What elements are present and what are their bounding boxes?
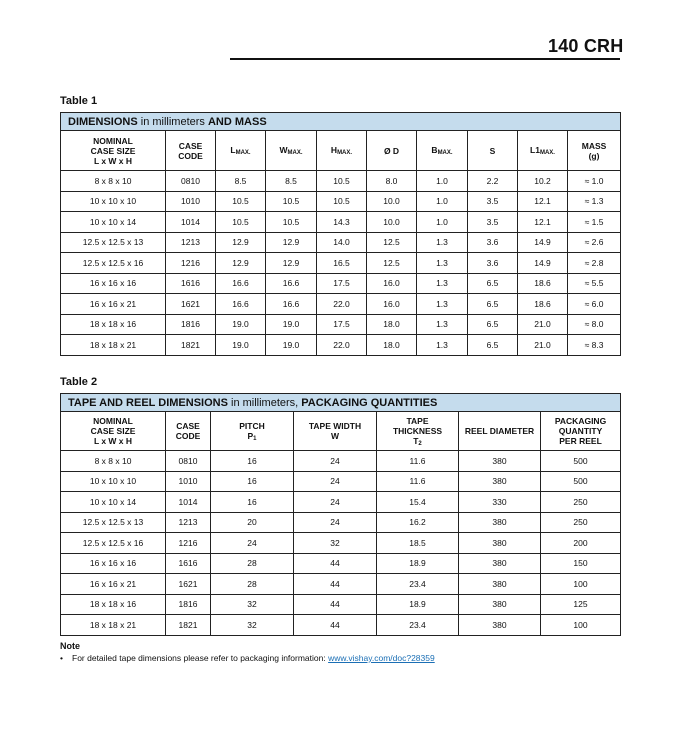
- table-cell: 1616: [166, 553, 211, 574]
- table-cell: 32: [211, 594, 294, 615]
- table-cell: ≈ 1.5: [568, 212, 621, 233]
- table-cell: 16.6: [216, 273, 266, 294]
- table-cell: 10.5: [266, 191, 317, 212]
- dimensions-table: [60, 112, 621, 356]
- table1-caption: DIMENSIONS in millimeters AND MASS: [61, 113, 621, 131]
- note-title: Note: [60, 641, 80, 651]
- table-cell: 16.6: [216, 294, 266, 315]
- table-cell: 1816: [166, 594, 211, 615]
- table-cell: 32: [211, 615, 294, 636]
- table-cell: 11.6: [377, 471, 459, 492]
- table-cell: 12.5 x 12.5 x 13: [61, 512, 166, 533]
- table-cell: 8 x 8 x 10: [61, 451, 166, 472]
- table-cell: 22.0: [317, 335, 367, 356]
- table-cell: 16 x 16 x 21: [61, 294, 166, 315]
- table-cell: 21.0: [518, 335, 568, 356]
- table-cell: 250: [541, 492, 621, 513]
- table-cell: 12.5 x 12.5 x 16: [61, 533, 166, 554]
- table-cell: 24: [294, 512, 377, 533]
- table-cell: 1621: [166, 574, 211, 595]
- table-cell: 18.6: [518, 273, 568, 294]
- note-body: For detailed tape dimensions please refer to packaging information:: [72, 653, 329, 663]
- table-cell: 500: [541, 471, 621, 492]
- table-cell: ≈ 6.0: [568, 294, 621, 315]
- table-cell: 18.9: [377, 594, 459, 615]
- table-cell: 380: [459, 553, 541, 574]
- table-cell: 14.0: [317, 232, 367, 253]
- table1-label: Table 1: [60, 95, 98, 107]
- table-cell: 18.6: [518, 294, 568, 315]
- table-cell: 10.0: [367, 212, 417, 233]
- table-cell: 10.5: [317, 191, 367, 212]
- table-row: [61, 451, 621, 472]
- table-cell: 12.5: [367, 232, 417, 253]
- table-cell: 1.3: [417, 273, 468, 294]
- table-cell: 380: [459, 615, 541, 636]
- table-cell: 28: [211, 574, 294, 595]
- table-cell: 12.1: [518, 212, 568, 233]
- table-cell: ≈ 2.6: [568, 232, 621, 253]
- table-cell: 24: [294, 451, 377, 472]
- table-cell: 24: [294, 471, 377, 492]
- table-cell: 1616: [166, 273, 216, 294]
- table-cell: 1821: [166, 335, 216, 356]
- table-cell: 24: [211, 533, 294, 554]
- table-cell: 200: [541, 533, 621, 554]
- table-cell: 3.6: [468, 253, 518, 274]
- header-s: S: [468, 131, 518, 171]
- table-cell: 100: [541, 615, 621, 636]
- table-cell: 6.5: [468, 294, 518, 315]
- header-nominal-case-size: NOMINAL CASE SIZE L x W x H: [61, 412, 166, 451]
- header-b-max: $B_{MAX.}$: [417, 131, 468, 171]
- table-cell: 44: [294, 553, 377, 574]
- bullet-icon: •: [60, 653, 63, 663]
- table-cell: 10.5: [266, 212, 317, 233]
- table-cell: 16.0: [367, 294, 417, 315]
- table-cell: 19.0: [216, 335, 266, 356]
- table-cell: 18 x 18 x 21: [61, 615, 166, 636]
- table-cell: 1821: [166, 615, 211, 636]
- table2-caption: TAPE AND REEL DIMENSIONS in millimeters, PACKAGING QUANTITIES: [61, 394, 621, 412]
- table-cell: 1014: [166, 212, 216, 233]
- table-cell: 2.2: [468, 171, 518, 192]
- table-cell: 18.9: [377, 553, 459, 574]
- table-cell: 10 x 10 x 10: [61, 471, 166, 492]
- table-row: [61, 512, 621, 533]
- header-reel-diameter: REEL DIAMETER: [459, 412, 541, 451]
- table-cell: 330: [459, 492, 541, 513]
- table-cell: 380: [459, 533, 541, 554]
- table-cell: 10 x 10 x 14: [61, 492, 166, 513]
- table-cell: 16: [211, 451, 294, 472]
- table-cell: 16: [211, 492, 294, 513]
- table-cell: ≈ 1.0: [568, 171, 621, 192]
- header-pitch: PITCH $P_1$: [211, 412, 294, 451]
- table-row: [61, 615, 621, 636]
- table-cell: 23.4: [377, 615, 459, 636]
- table-cell: 1216: [166, 533, 211, 554]
- table-cell: 16 x 16 x 16: [61, 273, 166, 294]
- table-cell: 1816: [166, 314, 216, 335]
- table-cell: 500: [541, 451, 621, 472]
- table-cell: 150: [541, 553, 621, 574]
- header-w-max: $W_{MAX.}$: [266, 131, 317, 171]
- table-row: [61, 594, 621, 615]
- header-diameter: Ø D: [367, 131, 417, 171]
- table-cell: 20: [211, 512, 294, 533]
- table-cell: 380: [459, 512, 541, 533]
- header-tape-thickness: TAPE THICKNESS $T_2$: [377, 412, 459, 451]
- table-cell: 18.5: [377, 533, 459, 554]
- table-cell: 16.5: [317, 253, 367, 274]
- table-cell: 1010: [166, 471, 211, 492]
- table-cell: 23.4: [377, 574, 459, 595]
- table-cell: 12.5 x 12.5 x 16: [61, 253, 166, 274]
- table-cell: 16.6: [266, 273, 317, 294]
- table-cell: 12.9: [216, 253, 266, 274]
- header-l1-max: $L1_{MAX.}$: [518, 131, 568, 171]
- table-cell: 24: [294, 492, 377, 513]
- table-cell: 18 x 18 x 16: [61, 594, 166, 615]
- table-cell: 18.0: [367, 335, 417, 356]
- table-row: [61, 191, 621, 212]
- table-cell: 14.3: [317, 212, 367, 233]
- packaging-info-link[interactable]: www.vishay.com/doc?28359: [328, 653, 435, 663]
- table-cell: 12.9: [266, 253, 317, 274]
- header-nominal-case-size: NOMINAL CASE SIZE L x W x H: [61, 131, 166, 171]
- table-cell: 17.5: [317, 273, 367, 294]
- table-cell: 12.5 x 12.5 x 13: [61, 232, 166, 253]
- table-cell: 3.6: [468, 232, 518, 253]
- table-cell: 19.0: [266, 314, 317, 335]
- table-cell: 6.5: [468, 314, 518, 335]
- table-cell: 21.0: [518, 314, 568, 335]
- table-cell: 10.5: [317, 171, 367, 192]
- table-row: [61, 232, 621, 253]
- title-underline: [230, 58, 620, 60]
- table-cell: 10.2: [518, 171, 568, 192]
- table-row: [61, 335, 621, 356]
- table-cell: 6.5: [468, 273, 518, 294]
- table-cell: 15.4: [377, 492, 459, 513]
- table-row: [61, 533, 621, 554]
- table-cell: 19.0: [216, 314, 266, 335]
- table-cell: 380: [459, 574, 541, 595]
- table-cell: 16.2: [377, 512, 459, 533]
- table-cell: 18 x 18 x 21: [61, 335, 166, 356]
- table-cell: 1.3: [417, 253, 468, 274]
- table-cell: 1014: [166, 492, 211, 513]
- table-cell: 10.5: [216, 191, 266, 212]
- table-cell: 380: [459, 471, 541, 492]
- table-row: [61, 574, 621, 595]
- table-cell: 10 x 10 x 14: [61, 212, 166, 233]
- table-cell: 18 x 18 x 16: [61, 314, 166, 335]
- table-row: [61, 553, 621, 574]
- table-cell: 0810: [166, 171, 216, 192]
- table-cell: 0810: [166, 451, 211, 472]
- table-cell: 11.6: [377, 451, 459, 472]
- table-cell: 12.1: [518, 191, 568, 212]
- table-cell: 1010: [166, 191, 216, 212]
- table-row: [61, 253, 621, 274]
- table-row: [61, 314, 621, 335]
- table-row: [61, 471, 621, 492]
- table-row: [61, 492, 621, 513]
- table-cell: 16.0: [367, 273, 417, 294]
- table-cell: 14.9: [518, 232, 568, 253]
- table-cell: 1213: [166, 512, 211, 533]
- table-row: [61, 212, 621, 233]
- note-text: [60, 653, 435, 663]
- table-cell: 44: [294, 615, 377, 636]
- table-cell: 10 x 10 x 10: [61, 191, 166, 212]
- table-cell: 1216: [166, 253, 216, 274]
- table-cell: 16.6: [266, 294, 317, 315]
- table-cell: 8.5: [216, 171, 266, 192]
- table-cell: 380: [459, 594, 541, 615]
- table-cell: 14.9: [518, 253, 568, 274]
- table-cell: 250: [541, 512, 621, 533]
- table-cell: 1.3: [417, 232, 468, 253]
- header-tape-width: TAPE WIDTH W: [294, 412, 377, 451]
- table-cell: 44: [294, 594, 377, 615]
- table-cell: 44: [294, 574, 377, 595]
- header-h-max: $H_{MAX.}$: [317, 131, 367, 171]
- table-cell: 3.5: [468, 212, 518, 233]
- table-cell: 100: [541, 574, 621, 595]
- table-cell: 1.3: [417, 294, 468, 315]
- header-l-max: $L_{MAX.}$: [216, 131, 266, 171]
- document-title: 140 CRH: [548, 36, 624, 56]
- table2-label: Table 2: [60, 376, 98, 388]
- table-cell: 3.5: [468, 191, 518, 212]
- table-cell: 1213: [166, 232, 216, 253]
- table-cell: 16 x 16 x 21: [61, 574, 166, 595]
- table-cell: 380: [459, 451, 541, 472]
- table-cell: 8.5: [266, 171, 317, 192]
- table-cell: 1.0: [417, 191, 468, 212]
- table-cell: 12.5: [367, 253, 417, 274]
- table-cell: 12.9: [216, 232, 266, 253]
- table-cell: 32: [294, 533, 377, 554]
- table-cell: 1.3: [417, 335, 468, 356]
- table-cell: 125: [541, 594, 621, 615]
- table-cell: 16: [211, 471, 294, 492]
- table-row: [61, 294, 621, 315]
- table-cell: 19.0: [266, 335, 317, 356]
- table-cell: 8 x 8 x 10: [61, 171, 166, 192]
- table-cell: 8.0: [367, 171, 417, 192]
- table-cell: ≈ 2.8: [568, 253, 621, 274]
- table-cell: ≈ 1.3: [568, 191, 621, 212]
- table-cell: 1.3: [417, 314, 468, 335]
- table-cell: 1.0: [417, 171, 468, 192]
- table-cell: 18.0: [367, 314, 417, 335]
- table-cell: 28: [211, 553, 294, 574]
- table-cell: 12.9: [266, 232, 317, 253]
- header-mass: MASS (g): [568, 131, 621, 171]
- table-cell: 1621: [166, 294, 216, 315]
- tape-reel-table: [60, 393, 621, 636]
- header-case-code: CASE CODE: [166, 131, 216, 171]
- table-row: [61, 171, 621, 192]
- header-case-code: CASE CODE: [166, 412, 211, 451]
- table-cell: ≈ 8.3: [568, 335, 621, 356]
- table-cell: 22.0: [317, 294, 367, 315]
- table-cell: ≈ 8.0: [568, 314, 621, 335]
- header-packaging-quantity: PACKAGING QUANTITY PER REEL: [541, 412, 621, 451]
- table-cell: 1.0: [417, 212, 468, 233]
- table-cell: 17.5: [317, 314, 367, 335]
- table-cell: 6.5: [468, 335, 518, 356]
- table-row: [61, 273, 621, 294]
- table-cell: 10.0: [367, 191, 417, 212]
- table-cell: 10.5: [216, 212, 266, 233]
- table-cell: 16 x 16 x 16: [61, 553, 166, 574]
- table-cell: ≈ 5.5: [568, 273, 621, 294]
